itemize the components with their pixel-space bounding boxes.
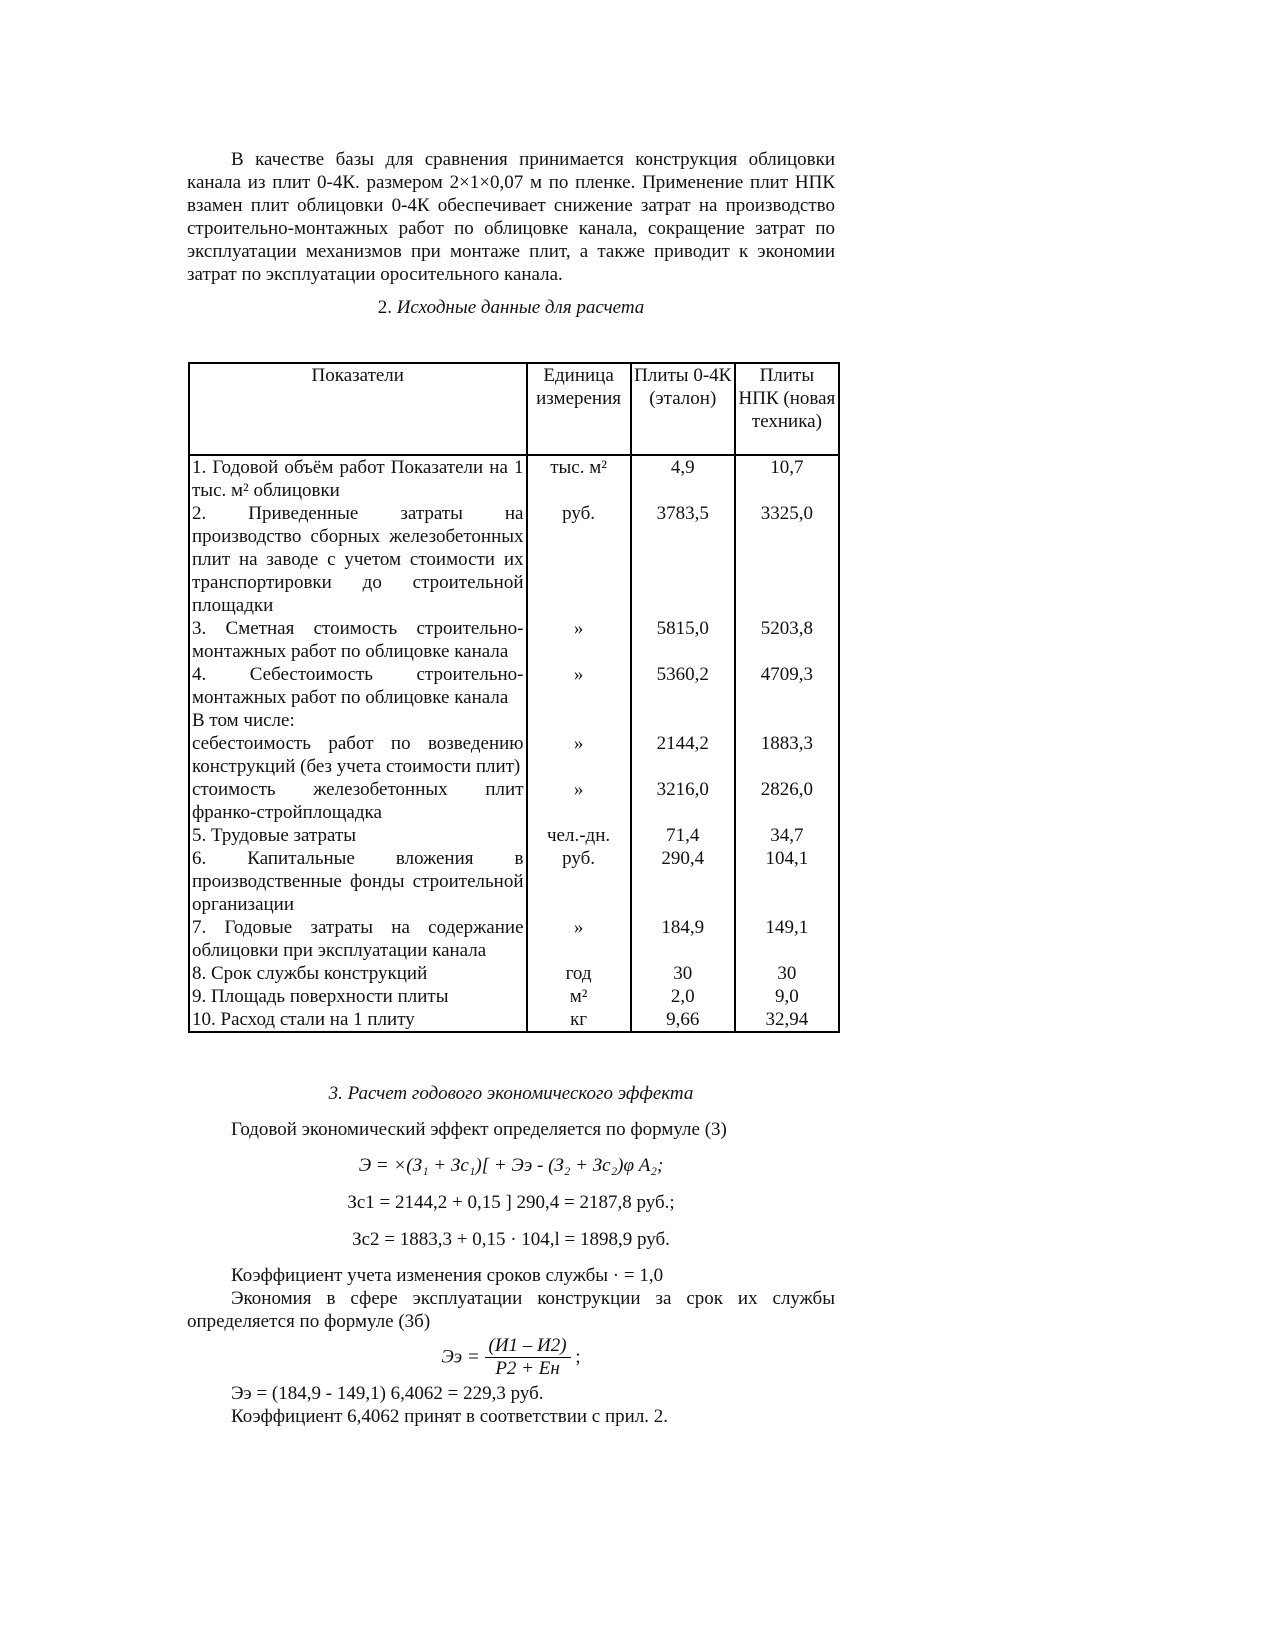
final-line: Коэффициент 6,4062 принят в соответствии с прил. 2. bbox=[231, 1406, 669, 1427]
row-value-04k: 2144,2 bbox=[631, 732, 735, 778]
table-row bbox=[189, 663, 839, 709]
row-unit: руб. bbox=[527, 847, 631, 916]
row-indicator: 10. Расход стали на 1 плиту bbox=[189, 1008, 527, 1032]
row-value-04k: 4,9 bbox=[631, 455, 735, 502]
table-caption bbox=[187, 296, 835, 320]
row-value-npk: 5203,8 bbox=[735, 617, 839, 663]
fraction-tail: ; bbox=[575, 1346, 581, 1368]
fraction-numerator: (И1 – И2) bbox=[485, 1335, 571, 1358]
row-unit: чел.-дн. bbox=[527, 824, 631, 847]
table-row bbox=[189, 962, 839, 985]
header-plates-npk: Плиты НПК (новая техника) bbox=[735, 363, 839, 455]
row-unit: кг bbox=[527, 1008, 631, 1032]
header-indicators: Показатели bbox=[189, 363, 527, 455]
row-indicator: 7. Годовые затраты на содержание облицовки при эксплуатации канала bbox=[189, 916, 527, 962]
row-value-04k: 71,4 bbox=[631, 824, 735, 847]
fraction-denominator: Р2 + Ен bbox=[495, 1358, 560, 1379]
row-indicator: 3. Сметная стоимость строительно-монтажных работ по облицовке канала bbox=[189, 617, 527, 663]
document-page bbox=[187, 148, 835, 332]
row-indicator: 1. Годовой объём работ Показатели на 1 тыс. м² облицовки bbox=[189, 455, 527, 502]
row-value-npk: 3325,0 bbox=[735, 502, 839, 617]
row-indicator: 4. Себестоимость строительно-монтажных работ по облицовке канала bbox=[189, 663, 527, 709]
row-indicator: 9. Площадь поверхности плиты bbox=[189, 985, 527, 1008]
row-value-04k: 3216,0 bbox=[631, 778, 735, 824]
table-row bbox=[189, 617, 839, 663]
table-row bbox=[189, 824, 839, 847]
table-row bbox=[189, 732, 839, 778]
source-data-table bbox=[188, 362, 840, 1033]
row-unit: » bbox=[527, 778, 631, 824]
row-unit: м² bbox=[527, 985, 631, 1008]
row-indicator: себестоимость работ по возведению конструкций (без учета стоимости плит) bbox=[189, 732, 527, 778]
table-row bbox=[189, 709, 839, 732]
fraction-lhs: Ээ = bbox=[441, 1346, 480, 1368]
fraction bbox=[485, 1335, 571, 1380]
row-indicator: 5. Трудовые затраты bbox=[189, 824, 527, 847]
table-row bbox=[189, 985, 839, 1008]
row-unit: тыс. м² bbox=[527, 455, 631, 502]
table-row bbox=[189, 847, 839, 916]
calculation-section bbox=[187, 1082, 835, 1428]
fraction-formula bbox=[187, 1335, 835, 1380]
row-value-04k: 5815,0 bbox=[631, 617, 735, 663]
header-plates-04k: Плиты 0-4К (эталон) bbox=[631, 363, 735, 455]
row-unit: руб. bbox=[527, 502, 631, 617]
section-title: 3. Расчет годового экономического эффекта bbox=[328, 1083, 694, 1104]
row-value-04k: 184,9 bbox=[631, 916, 735, 962]
row-value-npk: 104,1 bbox=[735, 847, 839, 916]
row-unit: » bbox=[527, 617, 631, 663]
row-value-npk: 9,0 bbox=[735, 985, 839, 1008]
formula-zc2: Зс2 = 1883,3 + 0,15 · 104,l = 1898,9 руб. bbox=[352, 1229, 670, 1250]
table-row bbox=[189, 916, 839, 962]
row-unit: год bbox=[527, 962, 631, 985]
row-unit: » bbox=[527, 732, 631, 778]
row-value-04k: 3783,5 bbox=[631, 502, 735, 617]
row-value-npk: 10,7 bbox=[735, 455, 839, 502]
header-unit: Единица измерения bbox=[527, 363, 631, 455]
row-value-npk: 2826,0 bbox=[735, 778, 839, 824]
row-value-04k: 30 bbox=[631, 962, 735, 985]
row-indicator: В том числе: bbox=[189, 709, 527, 732]
row-value-npk: 34,7 bbox=[735, 824, 839, 847]
table-row bbox=[189, 502, 839, 617]
table-caption-text: Исходные данные для расчета bbox=[396, 297, 645, 318]
row-value-npk: 32,94 bbox=[735, 1008, 839, 1032]
coef-line: Коэффициент учета изменения сроков службы · = 1,0 bbox=[231, 1265, 664, 1286]
table-row bbox=[189, 1008, 839, 1032]
row-value-npk bbox=[735, 709, 839, 732]
table-caption-number: 2. bbox=[377, 297, 392, 318]
row-indicator: 2. Приведенные затраты на производство сборных железобетонных плит на заводе с учетом стоимости их транспортировки до строительной площадки bbox=[189, 502, 527, 617]
table-row bbox=[189, 455, 839, 502]
row-value-04k: 5360,2 bbox=[631, 663, 735, 709]
row-indicator: стоимость железобетонных плит франко-стройплощадка bbox=[189, 778, 527, 824]
row-value-npk: 30 bbox=[735, 962, 839, 985]
row-unit bbox=[527, 709, 631, 732]
intro-paragraph: В качестве базы для сравнения принимается конструкция облицовки канала из плит 0-4К. размером 2×1×0,07 м по пленке. Применение плит НПК взамен плит облицовки 0-4К обеспечивает снижение затрат на производство строительно-монтажных работ по облицовке канала, сокращение затрат по эксплуатации механизмов при монтаже плит, а также приводит к экономии затрат по эксплуатации оросительного канала. bbox=[187, 149, 835, 285]
table-row bbox=[189, 778, 839, 824]
row-value-04k: 290,4 bbox=[631, 847, 735, 916]
formula-intro: Годовой экономический эффект определяется по формуле (3) bbox=[231, 1119, 727, 1140]
economy-line: Экономия в сфере эксплуатации конструкции за срок их службы определяется по формуле (3б) bbox=[187, 1288, 835, 1332]
row-unit: » bbox=[527, 663, 631, 709]
result-line: Ээ = (184,9 - 149,1) 6,4062 = 229,3 руб. bbox=[231, 1383, 544, 1404]
table-header-row bbox=[189, 363, 839, 455]
formula-main: Э = ×(З₁ + Зс₁)[ + Ээ - (З₂ + Зс₂)φ А₂; bbox=[358, 1155, 664, 1176]
row-value-npk: 149,1 bbox=[735, 916, 839, 962]
row-unit: » bbox=[527, 916, 631, 962]
row-value-npk: 1883,3 bbox=[735, 732, 839, 778]
row-value-04k bbox=[631, 709, 735, 732]
formula-zc1: Зс1 = 2144,2 + 0,15 ] 290,4 = 2187,8 руб.; bbox=[347, 1192, 675, 1213]
row-indicator: 8. Срок службы конструкций bbox=[189, 962, 527, 985]
row-value-04k: 2,0 bbox=[631, 985, 735, 1008]
row-indicator: 6. Капитальные вложения в производственные фонды строительной организации bbox=[189, 847, 527, 916]
row-value-04k: 9,66 bbox=[631, 1008, 735, 1032]
row-value-npk: 4709,3 bbox=[735, 663, 839, 709]
